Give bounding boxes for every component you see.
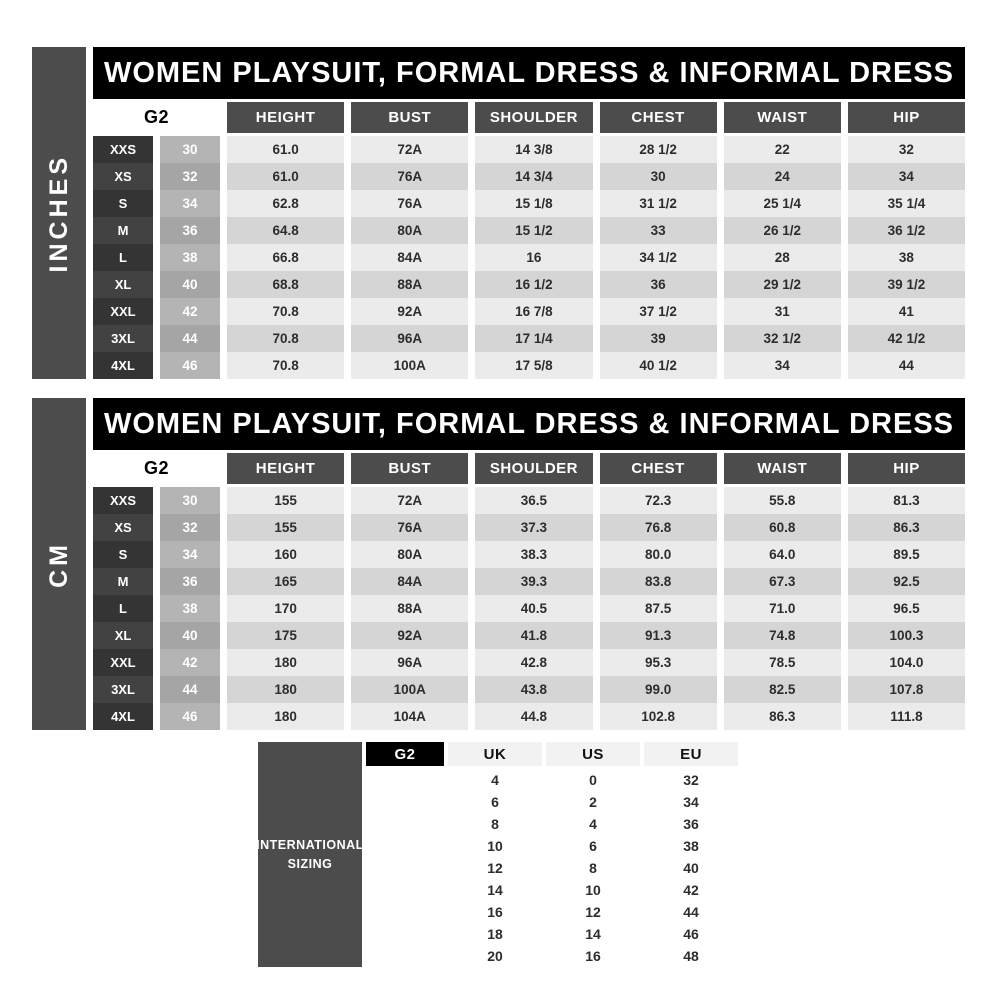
value-cell-height: 70.8 <box>227 298 344 325</box>
size-number-cell: 36 <box>419 840 432 852</box>
value-cell-height: 170 <box>227 595 344 622</box>
table-title-cm: WOMEN PLAYSUIT, FORMAL DRESS & INFORMAL DRESS <box>93 398 965 450</box>
table-title-inches: WOMEN PLAYSUIT, FORMAL DRESS & INFORMAL DRESS <box>93 47 965 99</box>
value-cell-hip: 32 <box>848 136 965 163</box>
header-cell-bust: BUST <box>351 102 468 133</box>
unit-rail-cm <box>32 398 86 730</box>
table-row-m <box>93 217 965 244</box>
size-system-header: G2 <box>366 742 444 766</box>
size-label-cell: XS <box>93 163 153 190</box>
value-cell-height: 180 <box>227 649 344 676</box>
value-cell-shoulder: 37.3 <box>475 514 592 541</box>
value-cell-waist: 78.5 <box>724 649 841 676</box>
header-cell-waist: WAIST <box>724 453 841 484</box>
size-label-cell: 4XL <box>93 703 153 730</box>
value-cell-uk: 12 <box>487 860 503 876</box>
value-cell-us: 14 <box>585 926 601 942</box>
size-number-cell: 40 <box>160 622 220 649</box>
size-number-cell: 40 <box>160 271 220 298</box>
table-row-3xl <box>93 325 965 352</box>
value-cell-us: 0 <box>589 772 597 788</box>
value-cell-hip: 44 <box>848 352 965 379</box>
value-cell-us: 4 <box>589 816 597 832</box>
value-cell-eu: 48 <box>683 948 699 964</box>
table-row-xs <box>366 791 738 813</box>
value-cell-waist: 86.3 <box>724 703 841 730</box>
value-cell-waist: 32 1/2 <box>724 325 841 352</box>
value-cell-eu: 40 <box>683 860 699 876</box>
value-cell-height: 64.8 <box>227 217 344 244</box>
value-cell-shoulder: 15 1/8 <box>475 190 592 217</box>
size-number-cell: 42 <box>160 298 220 325</box>
table-row-l <box>93 595 965 622</box>
header-row <box>366 742 738 766</box>
value-cell-shoulder: 17 1/4 <box>475 325 592 352</box>
value-cell-hip: 89.5 <box>848 541 965 568</box>
table-row-xs <box>93 163 965 190</box>
header-cell-hip: HIP <box>848 102 965 133</box>
value-cell-bust: 84A <box>351 244 468 271</box>
size-number-cell: 36 <box>160 217 220 244</box>
value-cell-eu: 32 <box>683 772 699 788</box>
value-cell-eu: 44 <box>683 904 699 920</box>
table-row-xxs <box>366 769 738 791</box>
size-label-cell: L <box>93 595 153 622</box>
value-cell-chest: 80.0 <box>600 541 717 568</box>
value-cell-waist: 25 1/4 <box>724 190 841 217</box>
size-label-cell: XXS <box>93 136 153 163</box>
size-number-cell: 44 <box>160 676 220 703</box>
value-cell-chest: 99.0 <box>600 676 717 703</box>
unit-rail-inches <box>32 47 86 379</box>
header-cell-shoulder: SHOULDER <box>475 102 592 133</box>
header-cell-waist: WAIST <box>724 102 841 133</box>
header-cell-uk: UK <box>448 742 542 766</box>
table-row-xs <box>93 514 965 541</box>
international-label-line2: SIZING <box>287 856 333 871</box>
value-cell-hip: 92.5 <box>848 568 965 595</box>
value-cell-chest: 102.8 <box>600 703 717 730</box>
header-cell-hip: HIP <box>848 453 965 484</box>
size-label-cell: 3XL <box>374 928 395 940</box>
size-number-cell: 30 <box>160 136 220 163</box>
size-label-cell: XL <box>93 271 153 298</box>
value-cell-hip: 107.8 <box>848 676 965 703</box>
value-cell-bust: 88A <box>351 595 468 622</box>
size-label-cell: L <box>381 862 388 874</box>
size-label-cell: M <box>379 840 390 852</box>
value-cell-waist: 29 1/2 <box>724 271 841 298</box>
value-cell-shoulder: 14 3/4 <box>475 163 592 190</box>
table-row-l <box>93 244 965 271</box>
value-cell-chest: 83.8 <box>600 568 717 595</box>
value-cell-bust: 92A <box>351 298 468 325</box>
table-row-m <box>366 835 738 857</box>
table-row-s <box>93 541 965 568</box>
value-cell-chest: 28 1/2 <box>600 136 717 163</box>
value-cell-eu: 34 <box>683 794 699 810</box>
value-cell-chest: 87.5 <box>600 595 717 622</box>
size-system-header: G2 <box>93 102 220 133</box>
international-sizing-table <box>258 742 738 967</box>
unit-label-cm: CM <box>44 540 73 588</box>
value-cell-chest: 34 1/2 <box>600 244 717 271</box>
size-label-cell: XXL <box>93 298 153 325</box>
value-cell-waist: 26 1/2 <box>724 217 841 244</box>
value-cell-uk: 16 <box>487 904 503 920</box>
value-cell-uk: 20 <box>487 948 503 964</box>
value-cell-chest: 91.3 <box>600 622 717 649</box>
table-row-3xl <box>366 923 738 945</box>
value-cell-hip: 104.0 <box>848 649 965 676</box>
value-cell-waist: 24 <box>724 163 841 190</box>
size-number-cell: 34 <box>160 541 220 568</box>
size-label-cell: XS <box>377 796 392 808</box>
value-cell-bust: 72A <box>351 136 468 163</box>
value-cell-hip: 96.5 <box>848 595 965 622</box>
table-row-4xl <box>93 352 965 379</box>
size-number-cell: 46 <box>160 352 220 379</box>
value-cell-height: 180 <box>227 676 344 703</box>
value-cell-waist: 22 <box>724 136 841 163</box>
value-cell-hip: 39 1/2 <box>848 271 965 298</box>
value-cell-eu: 42 <box>683 882 699 898</box>
value-cell-eu: 36 <box>683 816 699 832</box>
value-cell-uk: 6 <box>491 794 499 810</box>
header-row <box>93 453 965 484</box>
value-cell-hip: 36 1/2 <box>848 217 965 244</box>
value-cell-shoulder: 16 <box>475 244 592 271</box>
size-label-cell: S <box>93 190 153 217</box>
value-cell-height: 175 <box>227 622 344 649</box>
value-cell-us: 12 <box>585 904 601 920</box>
value-cell-waist: 64.0 <box>724 541 841 568</box>
value-cell-chest: 31 1/2 <box>600 190 717 217</box>
value-cell-bust: 80A <box>351 217 468 244</box>
value-cell-bust: 80A <box>351 541 468 568</box>
table-row-m <box>93 568 965 595</box>
table-row-xl <box>93 271 965 298</box>
value-cell-shoulder: 41.8 <box>475 622 592 649</box>
size-number-cell: 34 <box>160 190 220 217</box>
value-cell-shoulder: 43.8 <box>475 676 592 703</box>
size-label-cell: M <box>93 217 153 244</box>
value-cell-height: 180 <box>227 703 344 730</box>
international-label-line1: INTERNATIONAL <box>256 837 364 852</box>
size-label-cell: XL <box>377 884 392 896</box>
value-cell-height: 155 <box>227 487 344 514</box>
size-number-cell: 42 <box>160 649 220 676</box>
international-sizing-label <box>258 742 362 967</box>
value-cell-height: 66.8 <box>227 244 344 271</box>
value-cell-waist: 28 <box>724 244 841 271</box>
table-row-xxl <box>93 649 965 676</box>
value-cell-chest: 37 1/2 <box>600 298 717 325</box>
size-number-cell: 38 <box>160 244 220 271</box>
header-cell-eu: EU <box>644 742 738 766</box>
value-cell-chest: 39 <box>600 325 717 352</box>
value-cell-chest: 95.3 <box>600 649 717 676</box>
unit-label-inches: INCHES <box>44 153 73 273</box>
table-row-3xl <box>93 676 965 703</box>
header-cell-chest: CHEST <box>600 102 717 133</box>
table-row-xl <box>366 879 738 901</box>
value-cell-us: 8 <box>589 860 597 876</box>
size-table-cm <box>32 398 965 730</box>
size-number-cell: 46 <box>419 950 432 962</box>
size-number-cell: 44 <box>419 928 432 940</box>
table-row-xxl <box>366 901 738 923</box>
table-row-4xl <box>366 945 738 967</box>
table-grid-inches <box>93 102 965 379</box>
table-row-xxs <box>93 136 965 163</box>
value-cell-hip: 34 <box>848 163 965 190</box>
size-label-cell: 3XL <box>93 676 153 703</box>
value-cell-bust: 96A <box>351 649 468 676</box>
size-label-cell: L <box>93 244 153 271</box>
value-cell-bust: 72A <box>351 487 468 514</box>
value-cell-chest: 30 <box>600 163 717 190</box>
value-cell-us: 6 <box>589 838 597 854</box>
value-cell-bust: 76A <box>351 514 468 541</box>
international-sizing-main <box>366 742 738 967</box>
header-cell-height: HEIGHT <box>227 102 344 133</box>
value-cell-shoulder: 39.3 <box>475 568 592 595</box>
value-cell-shoulder: 38.3 <box>475 541 592 568</box>
table-row-s <box>366 813 738 835</box>
value-cell-us: 10 <box>585 882 601 898</box>
value-cell-chest: 40 1/2 <box>600 352 717 379</box>
value-cell-waist: 74.8 <box>724 622 841 649</box>
value-cell-shoulder: 17 5/8 <box>475 352 592 379</box>
value-cell-height: 61.0 <box>227 136 344 163</box>
value-cell-waist: 60.8 <box>724 514 841 541</box>
size-table-inches <box>32 47 965 379</box>
value-cell-uk: 10 <box>487 838 503 854</box>
size-number-cell: 30 <box>419 774 432 786</box>
header-cell-bust: BUST <box>351 453 468 484</box>
table-row-s <box>93 190 965 217</box>
size-number-cell: 44 <box>160 325 220 352</box>
value-cell-shoulder: 42.8 <box>475 649 592 676</box>
value-cell-hip: 111.8 <box>848 703 965 730</box>
size-number-cell: 32 <box>419 796 432 808</box>
size-number-cell: 42 <box>419 906 432 918</box>
value-cell-height: 61.0 <box>227 163 344 190</box>
value-cell-waist: 82.5 <box>724 676 841 703</box>
size-label-cell: XXL <box>93 649 153 676</box>
value-cell-hip: 81.3 <box>848 487 965 514</box>
value-cell-height: 70.8 <box>227 325 344 352</box>
size-number-cell: 46 <box>160 703 220 730</box>
value-cell-bust: 100A <box>351 676 468 703</box>
size-number-cell: 38 <box>160 595 220 622</box>
size-number-cell: 32 <box>160 163 220 190</box>
value-cell-shoulder: 16 7/8 <box>475 298 592 325</box>
header-cell-height: HEIGHT <box>227 453 344 484</box>
value-cell-waist: 34 <box>724 352 841 379</box>
value-cell-shoulder: 16 1/2 <box>475 271 592 298</box>
size-label-cell: XXS <box>93 487 153 514</box>
value-cell-hip: 42 1/2 <box>848 325 965 352</box>
header-cell-chest: CHEST <box>600 453 717 484</box>
table-row-l <box>366 857 738 879</box>
size-number-cell: 38 <box>419 862 432 874</box>
value-cell-waist: 67.3 <box>724 568 841 595</box>
value-cell-hip: 38 <box>848 244 965 271</box>
size-label-cell: M <box>93 568 153 595</box>
value-cell-height: 155 <box>227 514 344 541</box>
table-row-4xl <box>93 703 965 730</box>
size-system-header: G2 <box>93 453 220 484</box>
value-cell-height: 160 <box>227 541 344 568</box>
value-cell-bust: 92A <box>351 622 468 649</box>
value-cell-chest: 33 <box>600 217 717 244</box>
value-cell-shoulder: 14 3/8 <box>475 136 592 163</box>
value-cell-shoulder: 40.5 <box>475 595 592 622</box>
size-number-cell: 40 <box>419 884 432 896</box>
value-cell-hip: 35 1/4 <box>848 190 965 217</box>
size-table-inches-main <box>93 47 965 379</box>
size-number-cell: 34 <box>419 818 432 830</box>
size-number-cell: 36 <box>160 568 220 595</box>
value-cell-us: 2 <box>589 794 597 810</box>
size-label-cell: XS <box>93 514 153 541</box>
value-cell-shoulder: 36.5 <box>475 487 592 514</box>
value-cell-height: 68.8 <box>227 271 344 298</box>
size-label-cell: XXL <box>373 906 396 918</box>
value-cell-bust: 100A <box>351 352 468 379</box>
size-label-cell: 3XL <box>93 325 153 352</box>
value-cell-waist: 31 <box>724 298 841 325</box>
size-number-cell: 30 <box>160 487 220 514</box>
table-row-xxs <box>93 487 965 514</box>
value-cell-uk: 4 <box>491 772 499 788</box>
value-cell-height: 70.8 <box>227 352 344 379</box>
table-row-xl <box>93 622 965 649</box>
value-cell-uk: 14 <box>487 882 503 898</box>
size-label-cell: XXS <box>373 774 396 786</box>
value-cell-shoulder: 15 1/2 <box>475 217 592 244</box>
value-cell-height: 165 <box>227 568 344 595</box>
value-cell-bust: 84A <box>351 568 468 595</box>
value-cell-shoulder: 44.8 <box>475 703 592 730</box>
size-table-cm-main <box>93 398 965 730</box>
header-cell-shoulder: SHOULDER <box>475 453 592 484</box>
value-cell-hip: 86.3 <box>848 514 965 541</box>
table-grid-cm <box>93 453 965 730</box>
value-cell-eu: 46 <box>683 926 699 942</box>
value-cell-waist: 71.0 <box>724 595 841 622</box>
value-cell-height: 62.8 <box>227 190 344 217</box>
value-cell-bust: 104A <box>351 703 468 730</box>
value-cell-chest: 72.3 <box>600 487 717 514</box>
value-cell-waist: 55.8 <box>724 487 841 514</box>
value-cell-uk: 8 <box>491 816 499 832</box>
table-row-xxl <box>93 298 965 325</box>
value-cell-chest: 36 <box>600 271 717 298</box>
value-cell-bust: 88A <box>351 271 468 298</box>
value-cell-bust: 76A <box>351 190 468 217</box>
size-number-cell: 32 <box>160 514 220 541</box>
value-cell-hip: 41 <box>848 298 965 325</box>
value-cell-chest: 76.8 <box>600 514 717 541</box>
value-cell-us: 16 <box>585 948 601 964</box>
value-cell-bust: 96A <box>351 325 468 352</box>
header-cell-us: US <box>546 742 640 766</box>
size-label-cell: S <box>380 818 389 830</box>
size-label-cell: S <box>93 541 153 568</box>
value-cell-hip: 100.3 <box>848 622 965 649</box>
size-label-cell: 4XL <box>374 950 395 962</box>
value-cell-uk: 18 <box>487 926 503 942</box>
size-label-cell: XL <box>93 622 153 649</box>
value-cell-bust: 76A <box>351 163 468 190</box>
header-row <box>93 102 965 133</box>
size-label-cell: 4XL <box>93 352 153 379</box>
value-cell-eu: 38 <box>683 838 699 854</box>
